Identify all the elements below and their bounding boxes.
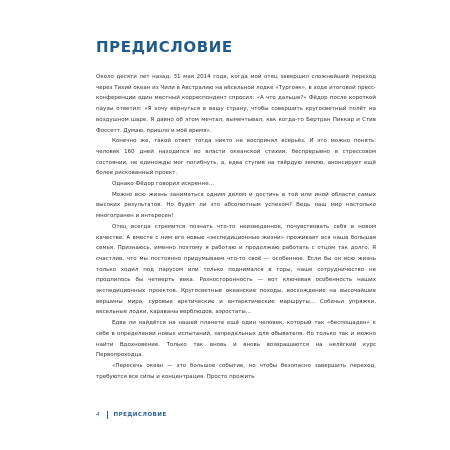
- paragraph-4: Можно всю жизнь заниматься одним делом и достичь в той или иной области самых высоких результатов. Но будет ли это абсолютным успехом? Ведь наш мир настолько многогранен и интересен!: [96, 191, 376, 220]
- paragraph-1: Около десяти лет назад, 31 мая 2014 года, когда мой отец завершил сложнейший переход через Тихий океан из Чили в Австралию на вёсельной лодке «Тургояк», в ходе итоговой пресс-конференции один местный корреспондент спросил: «А что дальше?» Фёдор после короткой паузы ответил: «Я хочу вернуться в вашу страну, чтобы совершить кругосветный полёт на воздушном шаре. Я давно об этом мечтал, вымечтывал, как когда-то Бертран Пиккар и Стив Фоссетт. Думаю, пришло и моё время».: [96, 74, 376, 134]
- chapter-title: ПРЕДИСЛОВИЕ: [96, 38, 233, 56]
- paragraph-7: «Пересечь океан — это большое событие, но чтобы безопасно завершить переход, требуются все силы и концентрация. Просто прожить: [96, 362, 376, 380]
- paragraph-3: Однако Фёдор говорил искренне…: [112, 181, 215, 188]
- paragraph-6: Едва ли найдётся на нашей планете ещё один человек, который так «беспощаден» к себе в определении новых испытаний, запредельных для обывателя. Но только так и можно найти Вдохновение. Только так вновь и вновь возвращаются на нелёгкий курс Первопроходца.: [96, 320, 376, 359]
- running-title: ПРЕДИСЛОВИЕ: [113, 412, 167, 418]
- page-footer: [96, 410, 167, 420]
- footer-divider: [107, 411, 108, 419]
- body-text: [96, 72, 376, 382]
- paragraph-5: Отец всегда стремится познать что-то неизведанное, почувствовать себя в новом качестве. А вместе с ним его новые «экспедиционные жизни» проживает вся наша большая семья. Признаюсь, именно поэтому я работаю и продолжаю работать с отцом так долго. Я счастлив, что мы постоянно придумываем что-то своё — особенное. Если бы он всю жизнь только ходил под парусом или только поднимался в горы, наше сотрудничество не продлилось бы четверть века. Разносторонность — вот ключевая особенность наших экспедиционных проектов. Кругосветные океанские походы, восхождение на высочайшие вершины мира, суровые арктические и антарктические маршруты... Собачьи упряжки, весельные лодки, караваны верблюдов, аэростаты...: [96, 223, 376, 316]
- paragraph-2: Конечно же, такой ответ тогда никто не воспринял всерьёз. И это можно понять: человек 160 дней находился во власти океанской стихии, беспрерывно в стрессовом состоянии, не единожды мог погибнуть, а, едва ступив на твёрдую землю, анонсирует ещё более рискованный проект.: [96, 138, 376, 177]
- page-number: 4: [96, 412, 100, 418]
